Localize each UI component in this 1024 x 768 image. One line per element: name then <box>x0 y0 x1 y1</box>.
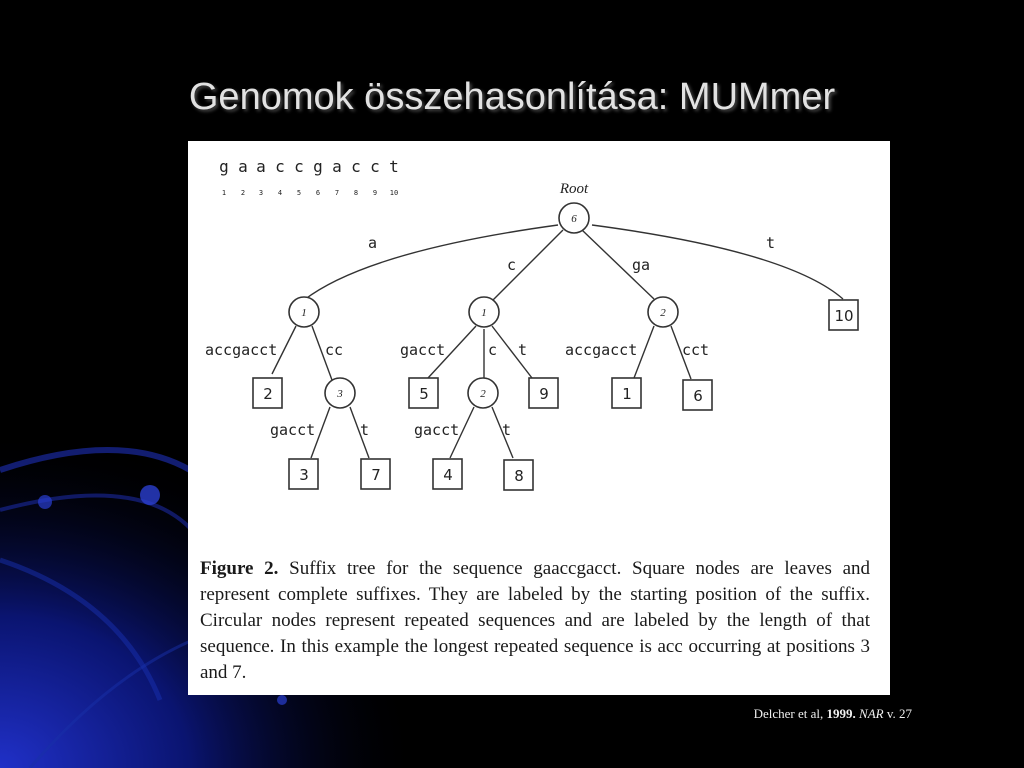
edge-label: ga <box>632 256 651 274</box>
edge-label: cct <box>682 341 710 359</box>
seq-position: 10 <box>389 189 399 197</box>
seq-letter: g <box>219 157 229 176</box>
leaf-node-5 <box>409 378 438 408</box>
root-label: Root <box>559 181 589 197</box>
internal-node-root <box>559 203 589 233</box>
seq-letter: a <box>238 157 248 176</box>
seq-letter: c <box>370 157 380 176</box>
svg-text:7: 7 <box>371 466 381 484</box>
edge-label: t <box>766 234 776 252</box>
sequence-letters <box>219 157 399 176</box>
edge-label: a <box>368 234 378 252</box>
svg-text:8: 8 <box>514 467 524 485</box>
seq-position: 3 <box>258 189 264 197</box>
edge-label: gacct <box>270 421 316 439</box>
edge-label: accgacct <box>205 341 278 359</box>
leaf-node-8 <box>504 460 533 490</box>
seq-position: 9 <box>372 189 378 197</box>
edge-label: t <box>518 341 528 359</box>
sequence-positions <box>222 189 398 197</box>
caption-label: Figure 2. <box>200 558 279 579</box>
leaf-node-9 <box>529 378 558 408</box>
edge-label: gacct <box>414 421 460 439</box>
internal-node-ga <box>648 297 678 327</box>
seq-position: 8 <box>353 189 359 197</box>
svg-text:10: 10 <box>834 307 854 325</box>
seq-position: 1 <box>221 189 227 197</box>
leaf-node-10 <box>829 300 858 330</box>
caption-text: Suffix tree for the sequence gaaccgacct. Square nodes are leaves and represent complete suffixes. They are labeled by the starting position of the suffix. Circular nodes represent repeated sequences and are labeled by the length of that sequence. In this example the longest repeated sequence is acc occurring at positions 3 and 7. <box>200 558 871 683</box>
edge-label: t <box>502 421 512 439</box>
svg-text:4: 4 <box>443 466 453 484</box>
leaf-node-7 <box>361 459 390 489</box>
svg-text:3: 3 <box>299 466 309 484</box>
edge-label: c <box>488 341 498 359</box>
seq-position: 5 <box>296 189 302 197</box>
citation-year: 1999. <box>826 706 856 721</box>
internal-node-acc <box>325 378 355 408</box>
svg-text:6: 6 <box>693 387 703 405</box>
edge-label: c <box>507 256 517 274</box>
citation-volume: v. 27 <box>886 706 912 721</box>
seq-letter: a <box>256 157 266 176</box>
internal-node-c <box>469 297 499 327</box>
leaf-node-2 <box>253 378 282 408</box>
citation <box>754 706 912 722</box>
edge-root-t <box>592 225 843 299</box>
edge-label: t <box>360 421 370 439</box>
edge-root-c <box>493 230 563 300</box>
internal-node-a <box>289 297 319 327</box>
edge-label: gacct <box>400 341 446 359</box>
svg-text:2: 2 <box>660 307 666 319</box>
seq-letter: c <box>275 157 285 176</box>
seq-letter: c <box>294 157 304 176</box>
svg-text:2: 2 <box>263 385 273 403</box>
svg-text:1: 1 <box>481 307 487 319</box>
edge-label: cc <box>325 341 344 359</box>
leaf-node-3 <box>289 459 318 489</box>
svg-text:5: 5 <box>419 385 429 403</box>
internal-node-cc <box>468 378 498 408</box>
svg-text:3: 3 <box>337 388 343 400</box>
suffix-tree-figure <box>188 141 890 695</box>
leaf-node-6 <box>683 380 712 410</box>
seq-position: 6 <box>315 189 321 197</box>
leaf-node-1 <box>612 378 641 408</box>
seq-letter: t <box>389 157 399 176</box>
seq-position: 7 <box>334 189 340 197</box>
svg-text:2: 2 <box>480 388 486 400</box>
seq-letter: g <box>313 157 323 176</box>
edge-label: accgacct <box>565 341 638 359</box>
seq-letter: c <box>351 157 361 176</box>
edge-root-a <box>304 225 558 300</box>
seq-letter: a <box>332 157 342 176</box>
leaf-node-4 <box>433 459 462 489</box>
seq-position: 4 <box>277 189 283 197</box>
citation-authors: Delcher et al, <box>753 706 824 721</box>
citation-journal: NAR <box>859 706 884 721</box>
svg-text:1: 1 <box>301 307 307 319</box>
svg-text:1: 1 <box>622 385 632 403</box>
svg-text:9: 9 <box>539 385 549 403</box>
svg-text:6: 6 <box>571 213 577 225</box>
seq-position: 2 <box>240 189 246 197</box>
slide-title: Genomok összehasonlítása: MUMmer <box>188 76 836 118</box>
figure-caption <box>200 556 870 686</box>
